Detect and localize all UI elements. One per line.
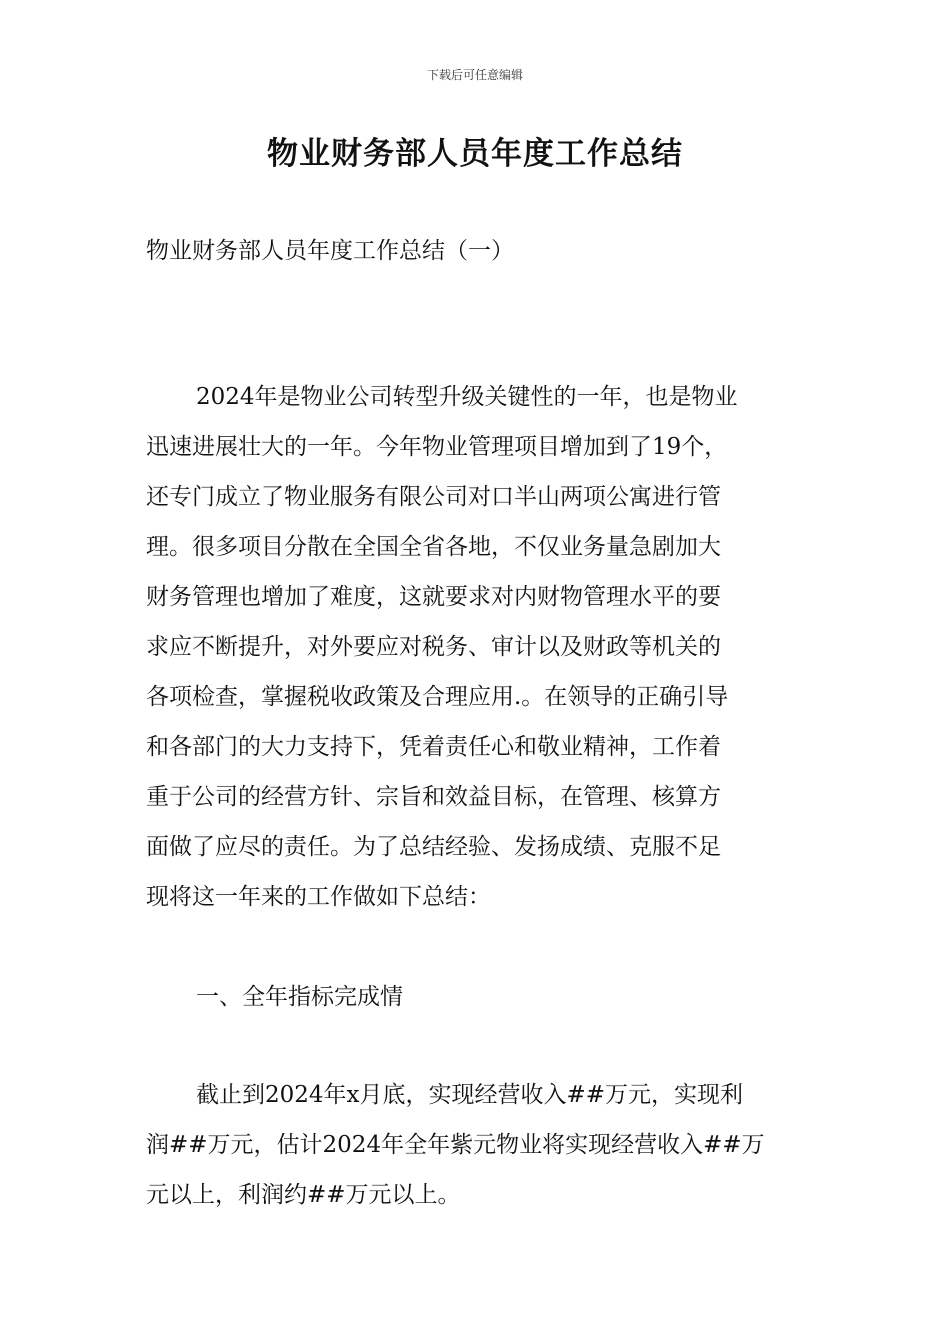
paragraph-line: 求应不断提升，对外要应对税务、审计以及财政等机关的 xyxy=(146,634,721,660)
paragraph-line: 现将这一年来的工作做如下总结： xyxy=(146,884,491,910)
paragraph-line: 面做了应尽的责任。为了总结经验、发扬成绩、克服不足 xyxy=(146,834,721,860)
paragraph-line: 各项检查，掌握税收政策及合理应用.。在领导的正确引导 xyxy=(146,684,729,710)
document-title: 物业财务部人员年度工作总结 xyxy=(267,136,683,172)
paragraph-intro xyxy=(146,372,810,922)
paragraph-targets xyxy=(146,1070,810,1220)
paragraph-line: 理。很多项目分散在全国全省各地，不仅业务量急剧加大 xyxy=(146,534,721,560)
paragraph-line: 元以上，利润约##万元以上。 xyxy=(146,1182,461,1208)
paragraph-line: 财务管理也增加了难度，这就要求对内财物管理水平的要 xyxy=(146,584,721,610)
paragraph-line: 迅速进展壮大的一年。今年物业管理项目增加到了19个， xyxy=(146,434,728,460)
header-note: 下载后可任意编辑 xyxy=(426,68,523,82)
paragraph-line: 和各部门的大力支持下，凭着责任心和敬业精神，工作着 xyxy=(146,734,721,760)
section-heading: 一、全年指标完成情 xyxy=(196,984,403,1010)
paragraph-line: 2024年是物业公司转型升级关键性的一年，也是物业 xyxy=(196,384,738,410)
paragraph-line: 润##万元，估计2024年全年紫元物业将实现经营收入##万 xyxy=(146,1132,765,1158)
paragraph-line: 还专门成立了物业服务有限公司对口半山两项公寓进行管 xyxy=(146,484,721,510)
paragraph-line: 截止到2024年x月底，实现经营收入##万元，实现利 xyxy=(196,1082,744,1108)
paragraph-line: 重于公司的经营方针、宗旨和效益目标，在管理、核算方 xyxy=(146,784,721,810)
document-subtitle: 物业财务部人员年度工作总结（一） xyxy=(146,238,514,264)
